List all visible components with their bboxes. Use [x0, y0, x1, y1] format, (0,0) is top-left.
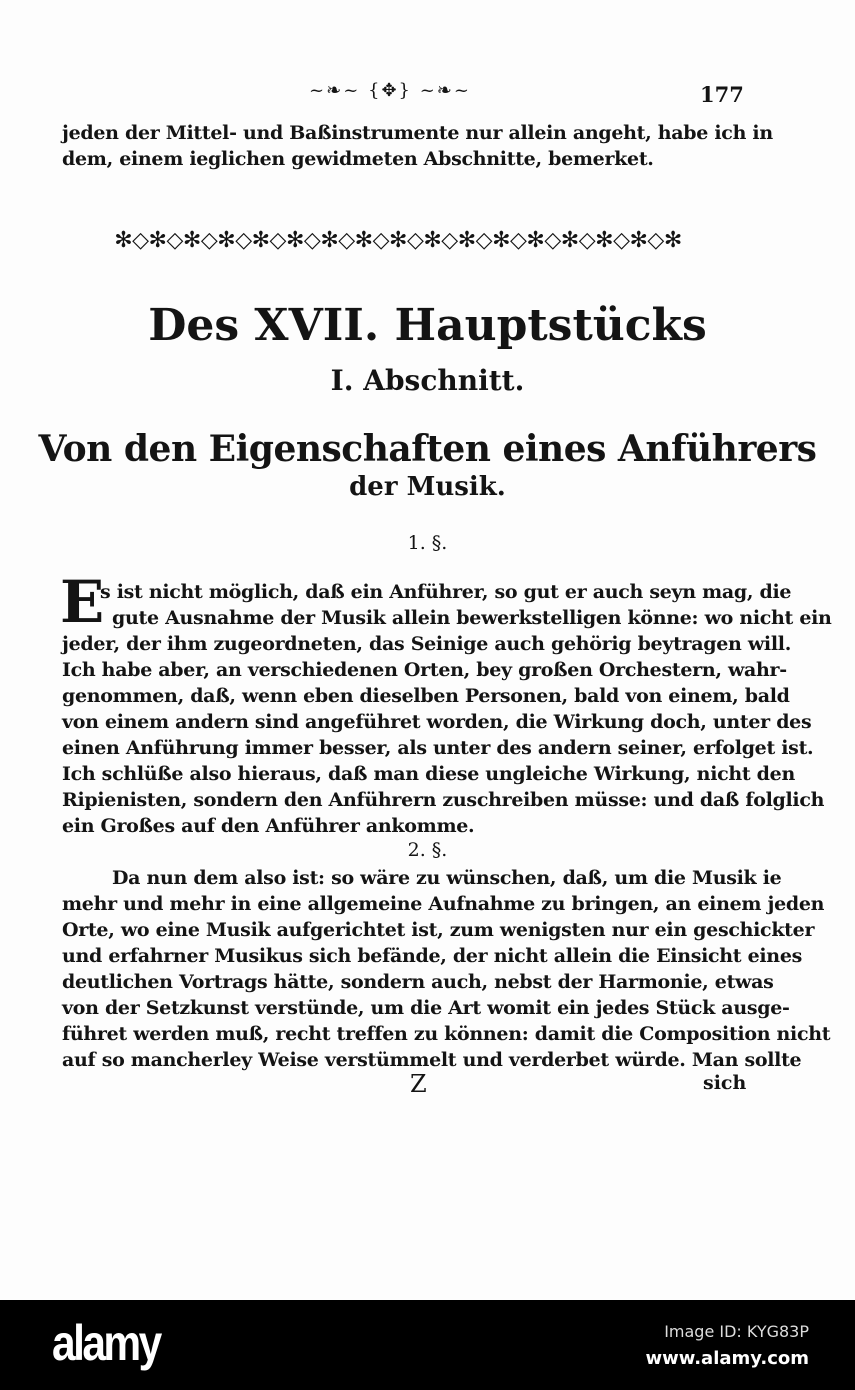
page-number: 177	[700, 82, 744, 107]
image-id: Image ID: KYG83P	[664, 1322, 809, 1341]
watermark-banner	[0, 1300, 855, 1390]
text-line: Da nun dem also ist: so wäre zu wünschen, daß, um die Musik ie	[112, 867, 782, 889]
ornamental-divider: ✻◇✻◇✻◇✻◇✻◇✻◇✻◇✻◇✻◇✻◇✻◇✻◇✻◇✻◇✻◇✻◇✻	[114, 228, 682, 253]
text-line: und erfahrner Musikus sich befände, der nicht allein die Einsicht eines	[62, 945, 802, 967]
signature-mark: Z	[410, 1070, 427, 1098]
text-line: deutlichen Vortrags hätte, sondern auch, nebst der Harmonie, etwas	[62, 971, 774, 993]
text-line: auf so mancherley Weise verstümmelt und verderbet würde. Man sollte	[62, 1049, 802, 1071]
text-line: s ist nicht möglich, daß ein Anführer, so gut er auch seyn mag, die	[100, 581, 792, 603]
paragraph-marker: 2. §.	[407, 839, 448, 861]
header-ornament: ~❧~ {✥} ~❧~	[309, 80, 471, 101]
text-line: genommen, daß, wenn eben dieselben Personen, bald von einem, bald	[62, 685, 790, 707]
text-line: von der Setzkunst verstünde, um die Art womit ein jedes Stück ausge-	[62, 997, 790, 1019]
paragraph-marker: 1. §.	[407, 532, 448, 554]
text-line: ein Großes auf den Anführer ankomme.	[62, 815, 475, 837]
text-line: Ich habe aber, an verschiedenen Orten, bey großen Orchestern, wahr-	[62, 659, 787, 681]
text-line: mehr und mehr in eine allgemeine Aufnahme zu bringen, an einem jeden	[62, 893, 825, 915]
text-line: Orte, wo eine Musik aufgerichtet ist, zum wenigsten nur ein geschickter	[62, 919, 815, 941]
section-heading-line-2: der Musik.	[349, 472, 506, 502]
text-line: Ripienisten, sondern den Anführern zuschreiben müsse: und daß folglich	[62, 789, 825, 811]
text-line: Ich schlüße also hieraus, daß man diese ungleiche Wirkung, nicht den	[62, 763, 795, 785]
text-line: dem, einem ieglichen gewidmeten Abschnitte, bemerket.	[62, 148, 654, 170]
text-line: von einem andern sind angeführet worden, die Wirkung doch, unter des	[62, 711, 812, 733]
catchword: sich	[703, 1072, 747, 1094]
chapter-title: Des XVII. Hauptstücks	[148, 300, 707, 351]
section-title: I. Abschnitt.	[330, 364, 525, 397]
section-heading-line-1: Von den Eigenschaften eines Anführers	[38, 428, 817, 470]
text-line: jeden der Mittel- und Baßinstrumente nur allein angeht, habe ich in	[62, 122, 773, 144]
drop-cap: E	[60, 568, 105, 636]
site-url: www.alamy.com	[645, 1348, 809, 1369]
text-line: einen Anführung immer besser, als unter des andern seiner, erfolget ist.	[62, 737, 814, 759]
text-line: gute Ausnahme der Musik allein bewerkstelligen könne: wo nicht ein	[112, 607, 832, 629]
alamy-logo: alamy	[52, 1315, 160, 1371]
text-line: jeder, der ihm zugeordneten, das Seinige auch gehörig beytragen will.	[62, 633, 792, 655]
text-line: führet werden muß, recht treffen zu können: damit die Composition nicht	[62, 1023, 831, 1045]
